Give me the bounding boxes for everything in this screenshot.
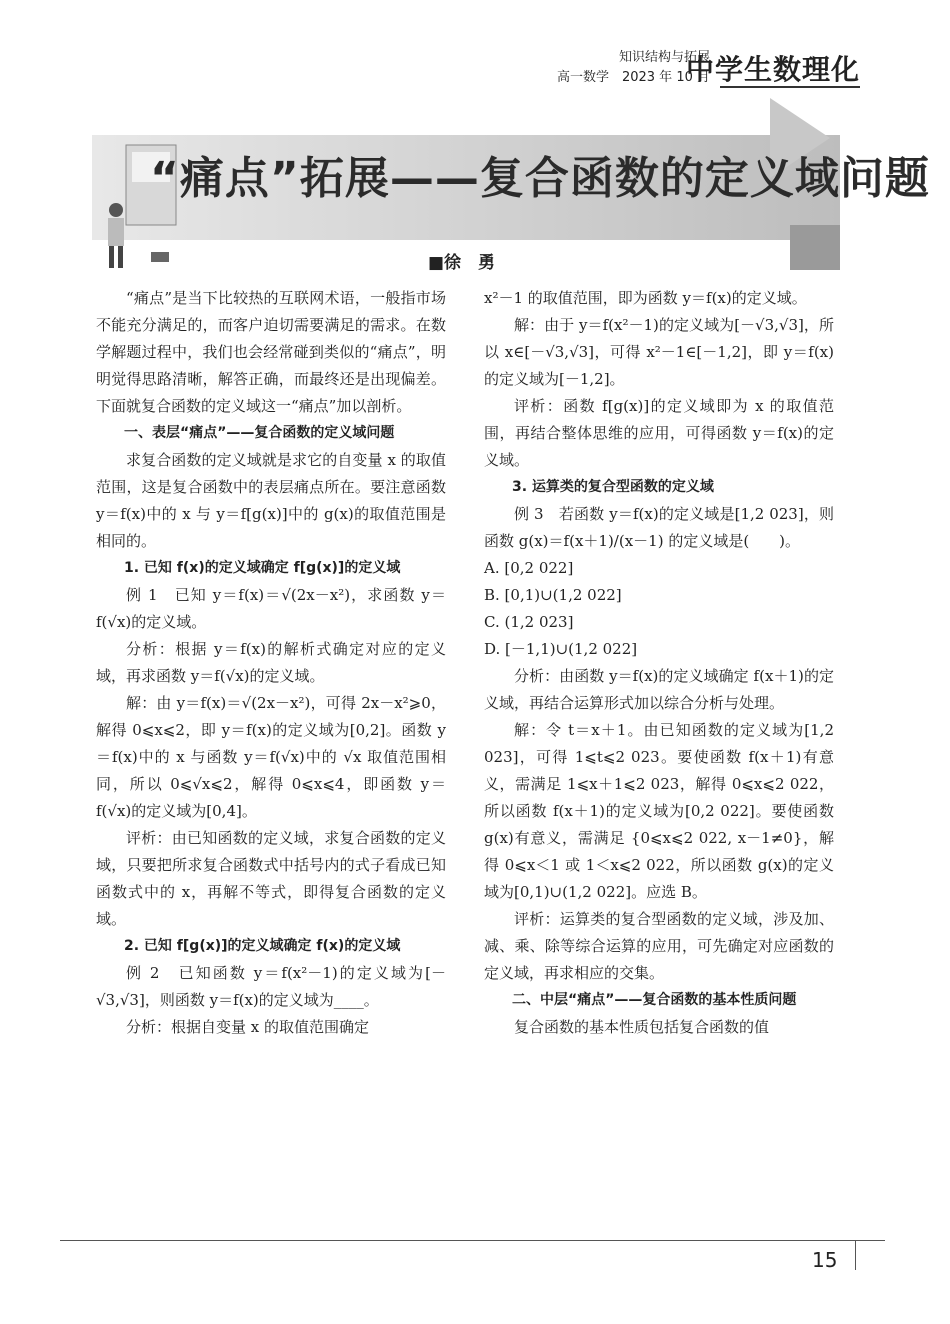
- section-heading: 二、中层“痛点”——复合函数的基本性质问题: [512, 992, 797, 1008]
- paragraph: 例 2 已知函数 y＝f(x²－1)的定义域为[－√3,√3]，则函数 y＝f(x)的定义域为____。: [96, 964, 446, 1009]
- paragraph: 评析：函数 f[g(x)]的定义域即为 x 的取值范围，再结合整体思维的应用，可得函数 y＝f(x)的定义域。: [484, 397, 834, 469]
- choice-option: A. [0,2 022]: [484, 559, 574, 577]
- choice-option: D. [－1,1)∪(1,2 022]: [484, 640, 638, 658]
- paragraph: x²－1 的取值范围，即为函数 y＝f(x)的定义域。: [484, 289, 807, 307]
- paragraph: 解：由 y＝f(x)＝√(2x－x²)，可得 2x－x²⩾0，解得 0⩽x⩽2，即 y＝f(x)的定义域为[0,2]。函数 y＝f(x)中的 x 与函数 y＝f(√x)中的 √x 取值范围相同，所以 0⩽√x⩽2，解得 0⩽x⩽4，即函数 y＝f(√x)的定义域为[0,4]。: [96, 694, 446, 820]
- choice-option: C. (1,2 023]: [484, 613, 574, 631]
- paragraph: 评析：由已知函数的定义域，求复合函数的定义域，只要把所求复合函数式中括号内的式子看成已知函数式中的 x，再解不等式，即得复合函数的定义域。: [96, 829, 446, 928]
- left-column: [96, 285, 446, 1041]
- paragraph: 分析：由函数 y＝f(x)的定义域确定 f(x＋1)的定义域，再结合运算形式加以综合分析与处理。: [484, 667, 834, 712]
- paragraph: 例 3 若函数 y＝f(x)的定义域是[1,2 023]，则函数 g(x)＝f(x＋1)/(x－1) 的定义域是( )。: [484, 505, 834, 550]
- section-heading: 1. 已知 f(x)的定义域确定 f[g(x)]的定义域: [124, 560, 401, 576]
- article-title: “痛点”拓展——复合函数的定义域问题: [150, 153, 930, 204]
- paragraph: 分析：根据自变量 x 的取值范围确定: [126, 1018, 369, 1036]
- running-header: [520, 46, 860, 86]
- right-column: [484, 285, 834, 1041]
- section-heading: 一、表层“痛点”——复合函数的定义域问题: [124, 425, 395, 441]
- paragraph: “痛点”是当下比较热的互联网术语，一般指市场不能充分满足的，而客户迫切需要满足的需求。在数学解题过程中，我们也会经常碰到类似的“痛点”，明明觉得思路清晰，解答正确，而最终还是出现偏差。下面就复合函数的定义域这一“痛点”加以剖析。: [96, 289, 446, 415]
- paragraph: 求复合函数的定义域就是求它的自变量 x 的取值范围，这是复合函数中的表层痛点所在。要注意函数 y＝f(x)中的 x 与 y＝f[g(x)]中的 g(x)的取值范围是相同的。: [96, 451, 446, 550]
- footer-rule: [60, 1240, 885, 1241]
- paragraph: 解：由于 y＝f(x²－1)的定义域为[－√3,√3]，所以 x∈[－√3,√3]，可得 x²－1∈[－1,2]，即 y＝f(x)的定义域为[－1,2]。: [484, 316, 834, 388]
- paragraph: 分析：根据 y＝f(x)的解析式确定对应的定义域，再求函数 y＝f(√x)的定义域。: [96, 640, 446, 685]
- paragraph: 评析：运算类的复合型函数的定义域，涉及加、减、乘、除等综合运算的应用，可先确定对应函数的定义域，再求相应的交集。: [484, 910, 834, 982]
- paragraph: 复合函数的基本性质包括复合函数的值: [514, 1018, 770, 1036]
- page-number: 15: [812, 1248, 838, 1272]
- header-rule: [720, 86, 860, 88]
- magazine-logo: 中学生数理化: [685, 53, 860, 86]
- section-heading: 3. 运算类的复合型函数的定义域: [512, 479, 714, 495]
- header-issue: 高一数学 2023 年 10 月: [556, 70, 710, 85]
- choice-option: B. [0,1)∪(1,2 022]: [484, 586, 622, 604]
- header-section: 知识结构与拓展: [618, 50, 710, 65]
- author-byline: ■徐 勇: [428, 253, 496, 273]
- paragraph: 解：令 t＝x＋1。由已知函数的定义域为[1,2 023]，可得 1⩽t⩽2 023。要使函数 f(x＋1)有意义，需满足 1⩽x＋1⩽2 023，解得 0⩽x⩽2 022，所以函数 f(x＋1)的定义域为[0,2 022]。要使函数 g(x)有意义，需满足 {0⩽x⩽2 022, x－1≠0}，解得 0⩽x＜1 或 1＜x⩽2 022，所以函数 g(x)的定义域为[0,1)∪(1,2 022]。应选 B。: [484, 721, 834, 901]
- paragraph: 例 1 已知 y＝f(x)＝√(2x－x²)，求函数 y＝f(√x)的定义域。: [96, 586, 446, 631]
- footer-divider: [855, 1240, 856, 1270]
- section-heading: 2. 已知 f[g(x)]的定义域确定 f(x)的定义域: [124, 938, 401, 954]
- banner-block: [790, 225, 840, 270]
